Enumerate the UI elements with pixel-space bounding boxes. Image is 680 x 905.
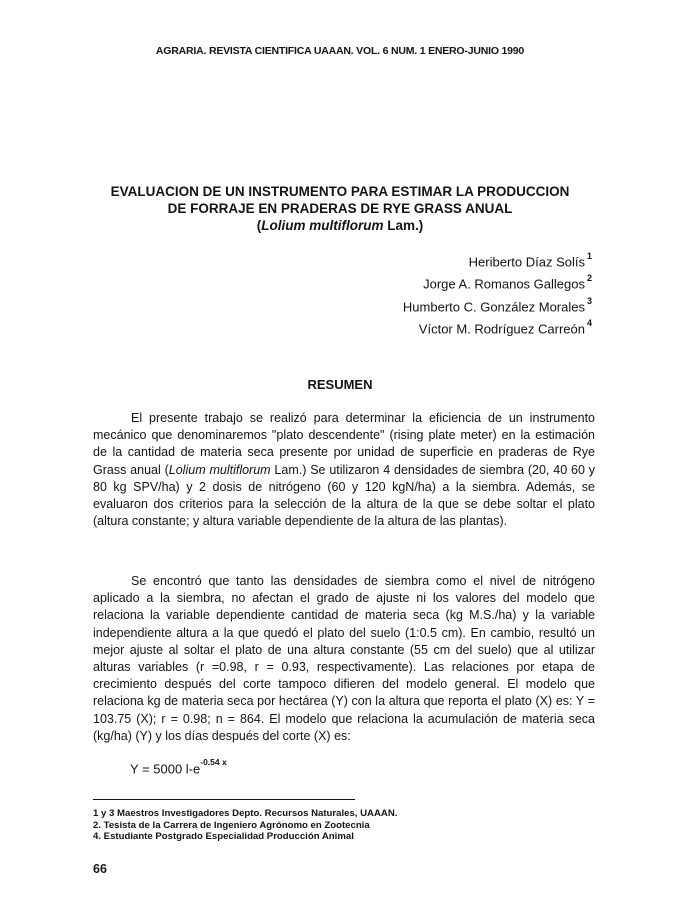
footnote: 4. Estudiante Postgrado Especialidad Producción Animal — [93, 831, 354, 842]
title-line-1: EVALUACION DE UN INSTRUMENTO PARA ESTIMAR LA PRODUCCION — [110, 184, 570, 199]
author-mark: 4 — [586, 317, 592, 328]
title-line-3 — [60, 217, 620, 234]
paragraph-text: Lam.) Se utilizaron 4 densidades de siembra (20, 40 60 y 80 kg SPV/ha) y 2 dosis de nitrógeno (60 y 120 kgN/ha) a la siembra. Además, se evaluaron dos criterios para la selección de la altura de la que se debe soltar el plato (altura constante; y altura variable dependiente de la altura de las plantas). — [93, 462, 595, 529]
abstract-paragraph-2 — [93, 573, 595, 745]
title-line-2: DE FORRAJE EN PRADERAS DE RYE GRASS ANUAL — [167, 201, 513, 216]
author-name: Heriberto Díaz Solís — [468, 254, 585, 270]
author-mark: 1 — [586, 251, 592, 261]
footnotes — [93, 808, 593, 843]
author-list — [403, 249, 592, 338]
title-scientific-name: Lolium multiflorum — [261, 218, 384, 233]
footnote: 2. Tesista de la Carrera de Ingeniero Agrónomo en Zootecnia — [93, 819, 370, 831]
author — [403, 294, 592, 316]
footnote-divider — [93, 799, 355, 800]
paragraph-text: Se encontró que tanto las densidades de siembra como el nivel de nitrógeno aplicado a la siembra, no afectan el grado de ajuste ni los valores del modelo que relaciona la variable dependiente cantidad de materia seca (kg M.S./ha) y la variable independiente altura a la que quedó el plato del suelo (1:0.5 cm). En cambio, resultó un mejor ajuste al soltar el plato de una altura constante (55 cm del suelo) que al utilizar alturas variables (r =0.98, r = 0.93, respectivamente). Las relaciones por etapa de crecimiento después del corte tampoco difieren del modelo general. El modelo que relaciona kg de materia seca por hectárea (Y) con la altura que reporta el plato (X) es: Y = 103.75 (X); r = 0.98; n = 864. El modelo que relaciona la acumulación de materia seca (kg/ha) (Y) y los días después del corte (X) es: — [93, 574, 595, 743]
author — [403, 316, 592, 338]
journal-header: AGRARIA. REVISTA CIENTIFICA UAAAN. VOL. 6 NUM. 1 ENERO-JUNIO 1990 — [155, 45, 525, 57]
author-mark: 2 — [586, 273, 592, 284]
footnote: 1 y 3 Maestros Investigadores Depto. Recursos Naturales, UAAAN. — [93, 808, 398, 819]
author — [403, 249, 592, 271]
equation-exponent: -0.54 x — [200, 757, 227, 767]
article-title — [60, 183, 620, 234]
author-name: Humberto C. González Morales — [402, 298, 585, 314]
page-number: 66 — [93, 862, 107, 876]
author — [403, 271, 592, 293]
abstract-paragraph-1 — [93, 410, 595, 530]
author-name: Víctor M. Rodríguez Carreón — [418, 321, 585, 337]
author-mark: 3 — [586, 295, 592, 306]
abstract-heading: RESUMEN — [307, 377, 373, 392]
scientific-name: Lolium multiflorum — [168, 462, 271, 477]
title-rest: Lam.) — [383, 218, 424, 233]
paragraph-text: El presente trabajo se realizó para determinar la eficiencia de un instrumento mecánico que denominaremos "plato descendente" (rising plate meter) en la estimación de la cantidad de materia seca presente por unidad de superficie en praderas de Rye Grass anual ( — [93, 411, 595, 477]
author-name: Jorge A. Romanos Gallegos — [423, 276, 585, 292]
equation — [130, 757, 227, 777]
title-paren: ( — [256, 218, 262, 233]
equation-base: Y = 5000 l-e — [130, 761, 201, 777]
